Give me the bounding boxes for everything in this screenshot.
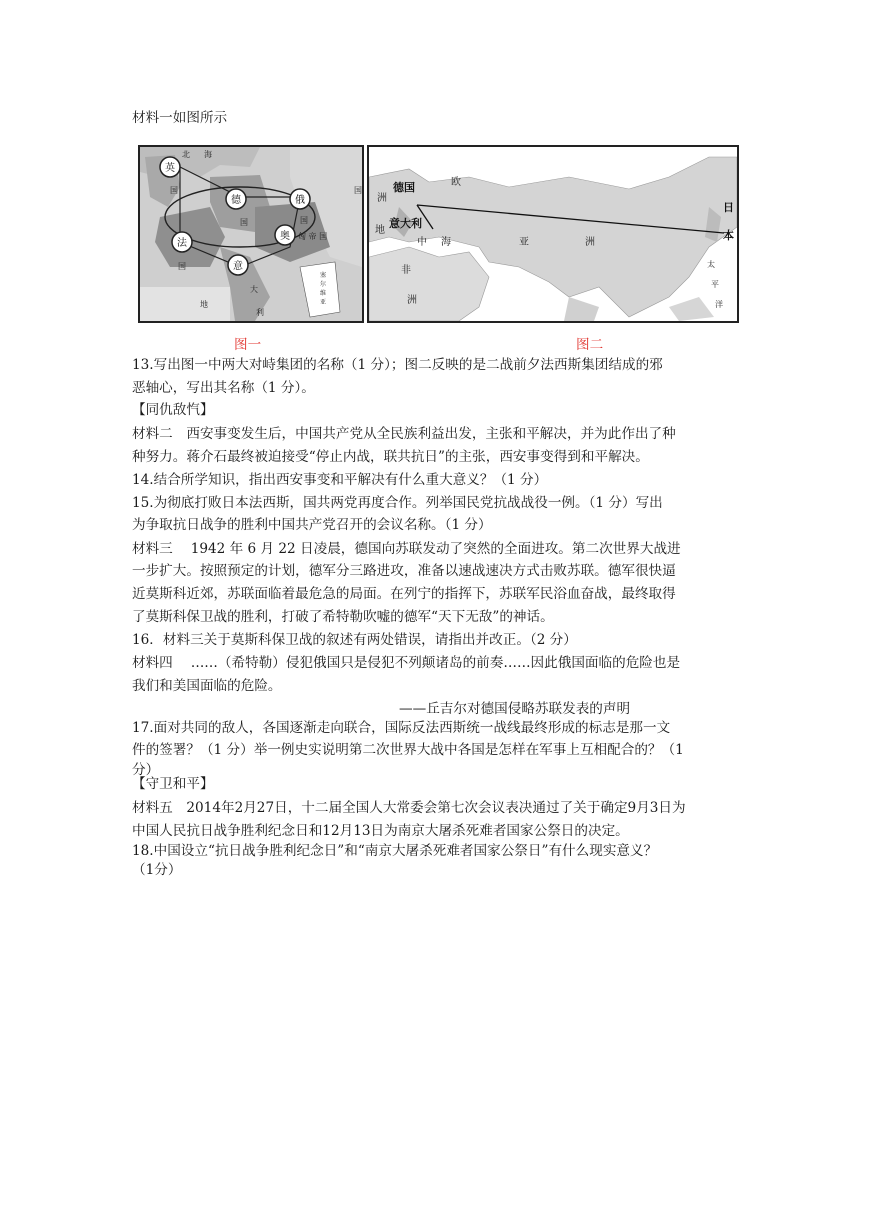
map2-pacific-1: 太 [707, 260, 715, 269]
question-14: 14.结合所学知识，指出西安事变和平解决有什么重大意义？（1 分） [132, 472, 548, 488]
map1-serbia-4: 亚 [320, 299, 327, 306]
map2-pacific-2: 平 [711, 280, 719, 289]
map1-russia-label: 俄 [295, 195, 305, 206]
question-17-line-1: 17.面对共同的敌人，各国逐渐走向联合，国际反法西斯统一战线最终形成的标志是那一文 [132, 720, 671, 736]
map1-italy-label: 意 [233, 261, 243, 272]
figure1-caption: 图一 [234, 337, 262, 353]
material-5-line-1: 材料五 2014年2月27日，十二届全国人大常委会第七次会议表决通过了关于确定9月3日为 [132, 800, 686, 816]
material-3-line-2: 一步扩大。按照预定的计划，德军分三路进攻，准备以速战速决方式击败苏联。德军很快逼 [132, 563, 676, 579]
material-4-line-1: 材料四 ……（希特勒）侵犯俄国只是侵犯不列颠诸岛的前奏……因此俄国面临的危险也是 [132, 655, 681, 671]
material-2-line-1: 材料二 西安事变发生后，中国共产党从全民族利益出发，主张和平解决，并为此作出了种 [132, 426, 676, 442]
map1-britain-guo: 国 [170, 186, 178, 195]
section-heading-unity: 【同仇敌忾】 [132, 402, 214, 418]
question-15-line-2: 为争取抗日战争的胜利中国共产党召开的会议名称。（1 分） [132, 517, 492, 533]
map1-germany-guo: 国 [240, 218, 248, 227]
map2-africa-2: 洲 [407, 295, 417, 306]
question-16: 16．材料三关于莫斯科保卫战的叙述有两处错误，请指出并改正。（2 分） [132, 632, 577, 648]
map1-italy-li: 利 [256, 308, 264, 317]
figure2-caption: 图二 [576, 337, 604, 353]
map2-italy-label: 意大利 [389, 217, 422, 230]
material-4-source: ——丘吉尔对德国侵略苏联发表的声明 [399, 701, 631, 717]
map1-austria-empire: 匈 帝 国 [298, 232, 328, 241]
map2-europe-1: 欧 [451, 177, 461, 188]
section-heading-peace: 【守卫和平】 [132, 776, 214, 792]
map1-britain-label: 英 [165, 163, 175, 174]
map1-russia-guo: 国 [300, 216, 308, 225]
map2-germany-label: 德国 [393, 181, 415, 194]
figure1-map-graphic [140, 147, 362, 321]
map1-germany-label: 德 [231, 195, 241, 206]
question-17-line-2: 件的签署？（1 分）举一例史实说明第二次世界大战中各国是怎样在军事上互相配合的？（1 [132, 742, 684, 758]
map1-sea-label-1: 北 [182, 150, 190, 159]
map2-asia-2: 洲 [585, 237, 595, 248]
map1-italy-da: 大 [250, 285, 258, 294]
map1-guo-right: 国 [354, 186, 362, 195]
map2-africa-1: 非 [401, 265, 411, 276]
map2-medit-3: 海 [441, 237, 451, 248]
question-18-line-1: 18.中国设立“抗日战争胜利纪念日”和“南京大屠杀死难者国家公祭日”有什么现实意义？ [132, 843, 658, 859]
question-17-line-3: 分） [132, 762, 160, 778]
figure2-map [367, 145, 739, 323]
map2-medit-2: 中 [417, 237, 427, 248]
material-4-line-2: 我们和美国面临的危险。 [132, 678, 282, 694]
material-3-line-4: 了莫斯科保卫战的胜利，打破了希特勒吹嘘的德军“天下无敌”的神话。 [132, 609, 554, 625]
map2-europe-2: 洲 [377, 193, 387, 204]
question-15-line-1: 15.为彻底打败日本法西斯，国共两党再度合作。列举国民党抗战战役一例。（1 分）写出 [132, 495, 663, 511]
question-13-line-1: 13.写出图一中两大对峙集团的名称（1 分）；图二反映的是二战前夕法西斯集团结成的邪 [132, 357, 663, 373]
map2-japan-label-2: 本 [723, 229, 734, 242]
question-18-line-2: （1分） [132, 862, 182, 878]
map1-austria-label: 奥 [280, 231, 290, 242]
map2-asia-1: 亚 [519, 237, 529, 248]
figure2-map-graphic [369, 147, 737, 321]
material-3-line-3: 近莫斯科近郊，苏联面临着最危急的局面。在列宁的指挥下，苏联军民浴血奋战，最终取得 [132, 586, 676, 602]
figure1-map [138, 145, 364, 323]
map1-serbia-2: 尔 [320, 281, 327, 288]
map1-serbia-1: 塞 [320, 272, 327, 279]
material-2-line-2: 种努力。蒋介石最终被迫接受“停止内战，联共抗日”的主张，西安事变得到和平解决。 [132, 449, 649, 465]
map1-serbia-3: 维 [320, 290, 327, 297]
question-13-line-2: 恶轴心，写出其名称（1 分）。 [132, 380, 315, 396]
map1-france-guo: 国 [178, 262, 186, 271]
map1-medit-label: 地 [200, 300, 208, 309]
intro-text: 材料一如图所示 [132, 110, 228, 126]
material-3-line-1: 材料三 1942 年 6 月 22 日凌晨，德国向苏联发动了突然的全面进攻。第二次世界大战进 [132, 541, 681, 557]
map1-sea-label-2: 海 [204, 150, 212, 159]
material-5-line-2: 中国人民抗日战争胜利纪念日和12月13日为南京大屠杀死难者国家公祭日的决定。 [132, 823, 629, 839]
map2-japan-label-1: 日 [723, 201, 734, 214]
map1-france-label: 法 [177, 238, 187, 249]
map2-pacific-3: 洋 [715, 300, 723, 309]
map2-medit-1: 地 [375, 225, 385, 236]
